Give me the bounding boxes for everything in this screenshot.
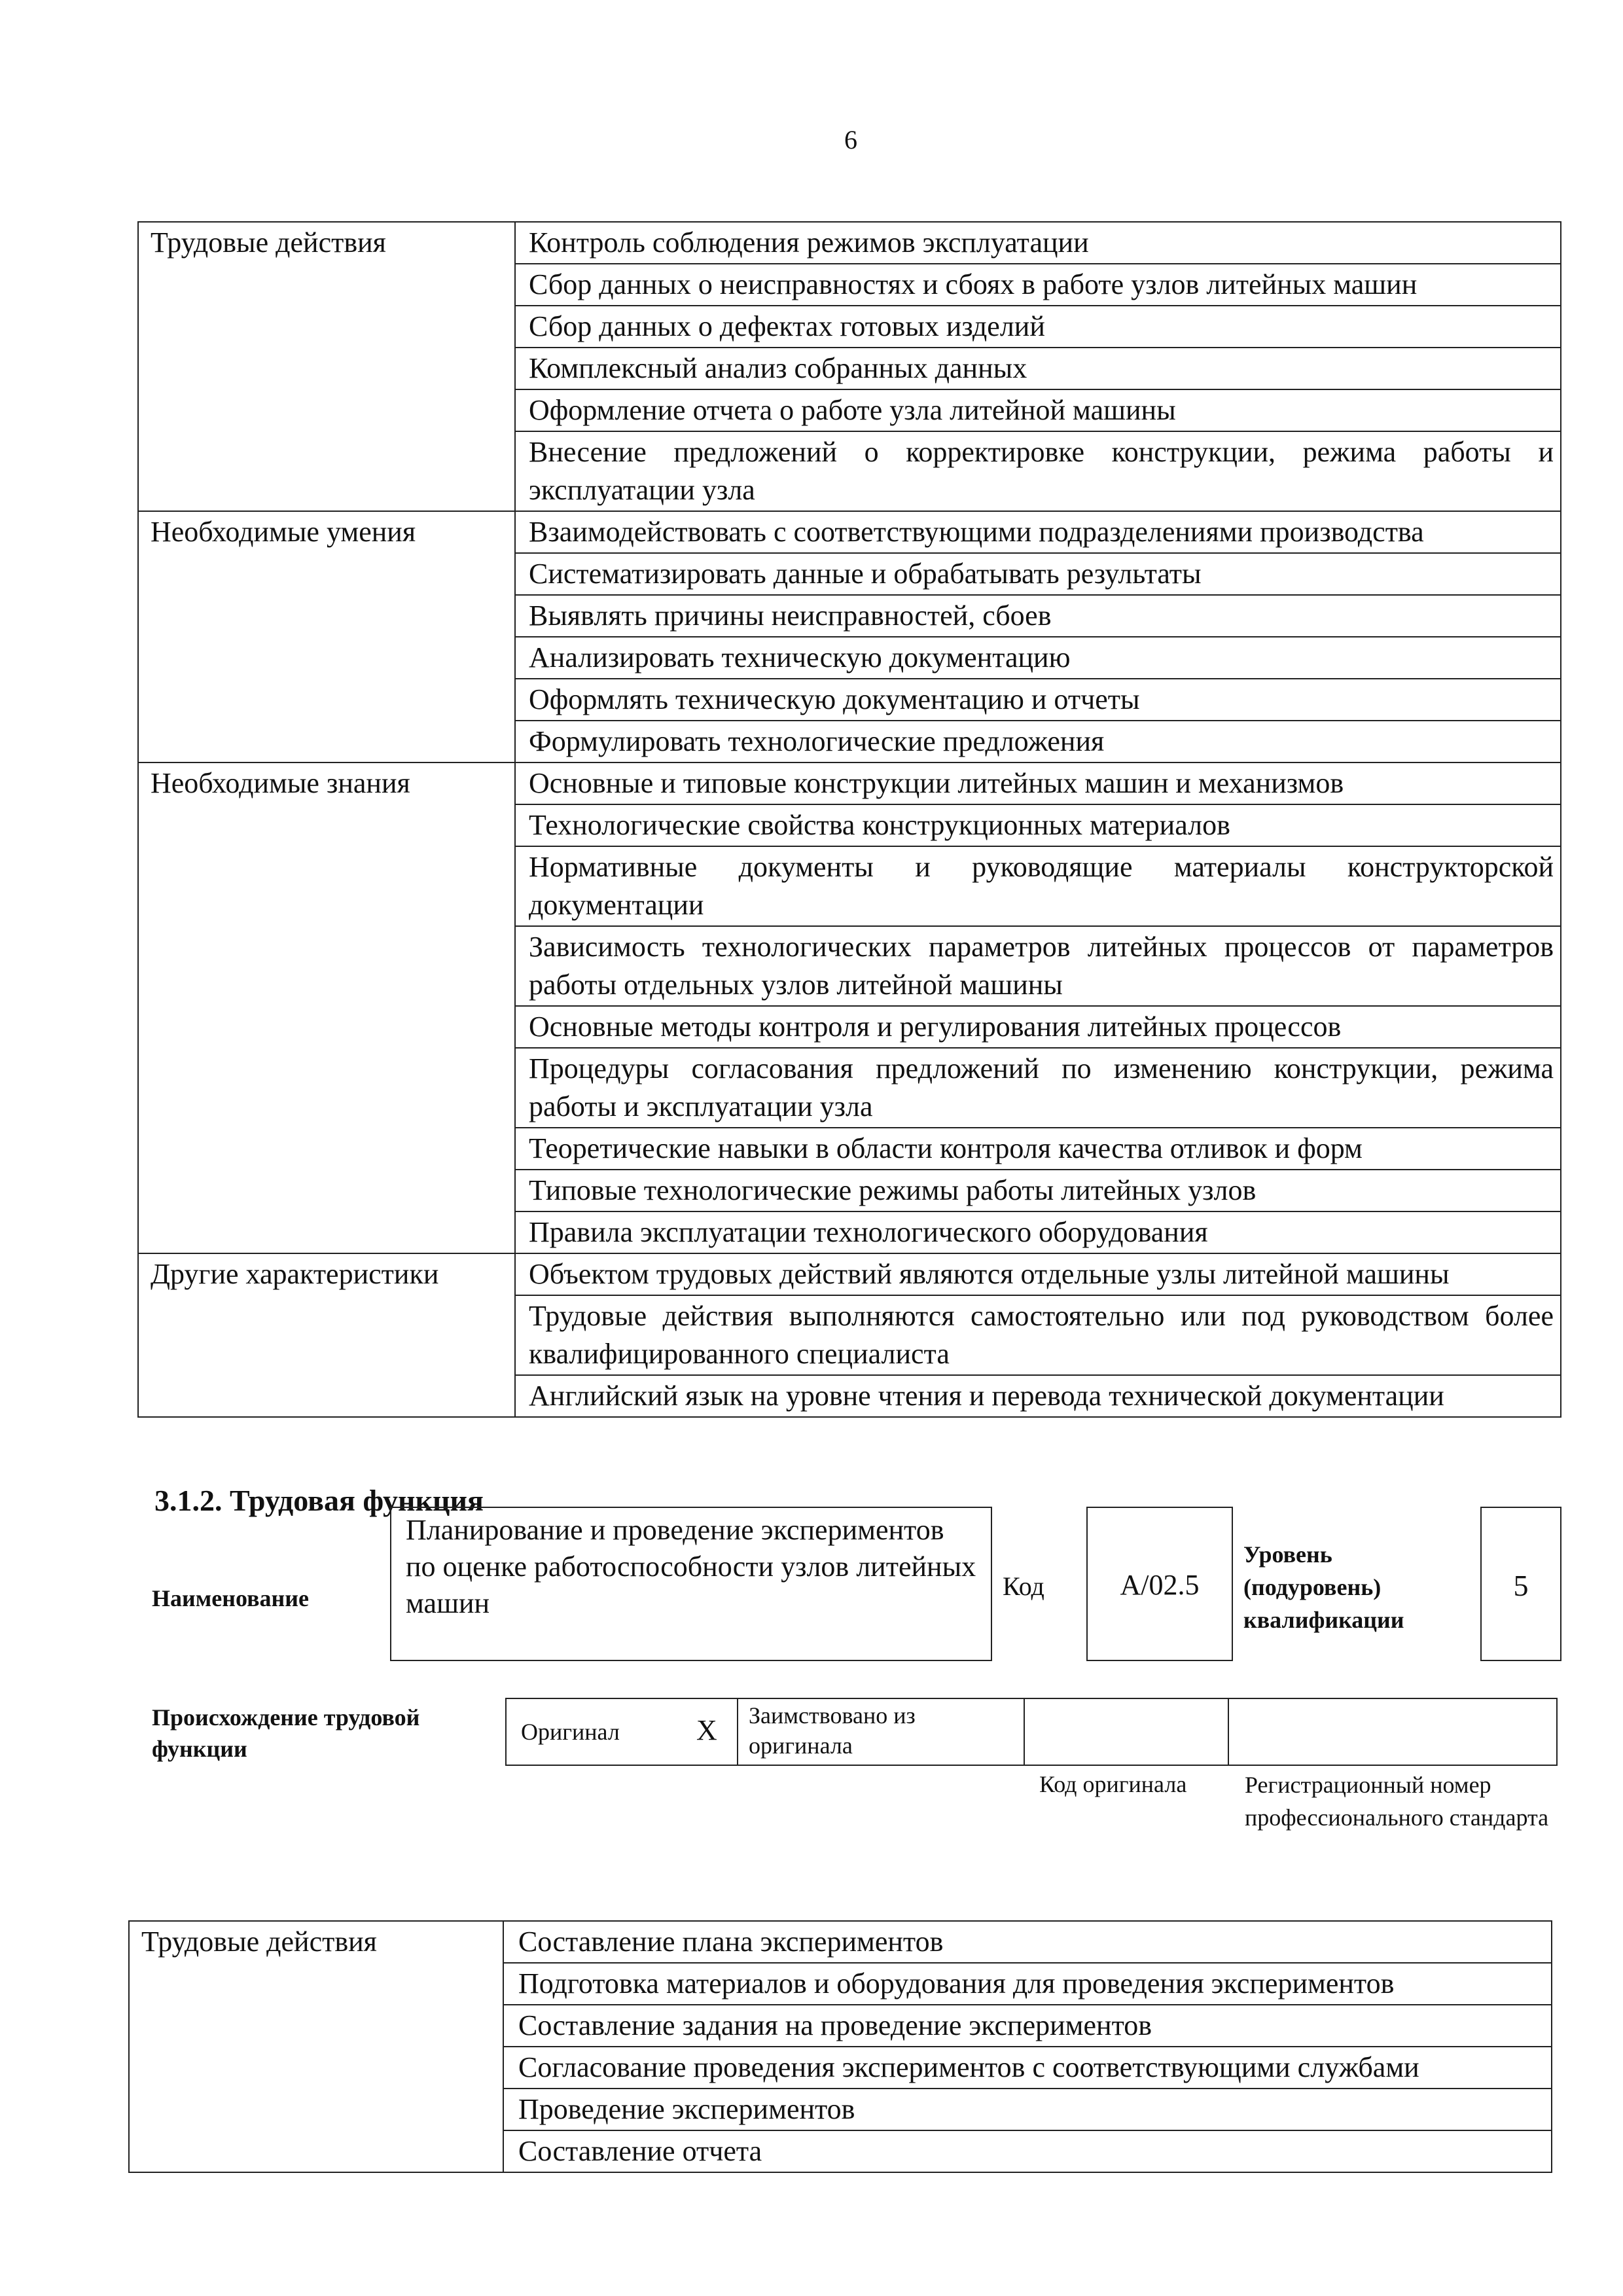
function-name: Планирование и проведение экспериментов по оценке работоспособности узлов литейных машин bbox=[406, 1514, 976, 1619]
table-row bbox=[138, 762, 1561, 804]
table-cell: Зависимость технологических параметров литейных процессов от параметров работы отдельных узлов литейной машины bbox=[515, 926, 1561, 1006]
labor-function-table-2 bbox=[128, 1920, 1552, 2173]
table-cell: Формулировать технологические предложения bbox=[515, 721, 1561, 762]
table-cell: Взаимодействовать с соответствующими подразделениями производства bbox=[515, 511, 1561, 553]
table-cell: Типовые технологические режимы работы литейных узлов bbox=[515, 1170, 1561, 1211]
divider bbox=[1024, 1699, 1025, 1765]
table-cell: Сбор данных о неисправностях и сбоях в работе узлов литейных машин bbox=[515, 264, 1561, 306]
table-cell: Процедуры согласования предложений по изменению конструкции, режима работы и эксплуатации узла bbox=[515, 1048, 1561, 1128]
table-cell: Трудовые действия выполняются самостоятельно или под руководством более квалифицированного специалиста bbox=[515, 1295, 1561, 1375]
divider bbox=[737, 1699, 738, 1765]
table-cell: Оформлять техническую документацию и отчеты bbox=[515, 679, 1561, 721]
table-cell: Согласование проведения экспериментов с соответствующими службами bbox=[503, 2047, 1552, 2089]
code-original-caption: Код оригинала bbox=[1039, 1771, 1187, 1797]
group-label-skills: Необходимые умения bbox=[138, 511, 515, 762]
table-row bbox=[129, 1921, 1552, 1963]
original-mark: X bbox=[696, 1714, 717, 1746]
table-row bbox=[138, 511, 1561, 553]
table-cell: Проведение экспериментов bbox=[503, 2089, 1552, 2130]
name-label: Наименование bbox=[152, 1585, 309, 1611]
table-cell: Нормативные документы и руководящие материалы конструкторской документации bbox=[515, 846, 1561, 926]
level-label: Уровень (подуровень) квалификации bbox=[1243, 1541, 1404, 1633]
name-box bbox=[390, 1507, 992, 1661]
group-label-other: Другие характеристики bbox=[138, 1253, 515, 1417]
group-label-labor-actions: Трудовые действия bbox=[138, 222, 515, 511]
table-cell: Основные и типовые конструкции литейных машин и механизмов bbox=[515, 762, 1561, 804]
table-cell: Оформление отчета о работе узла литейной машины bbox=[515, 389, 1561, 431]
divider bbox=[1228, 1699, 1229, 1765]
table-cell: Теоретические навыки в области контроля качества отливок и форм bbox=[515, 1128, 1561, 1170]
table-cell: Составление задания на проведение экспериментов bbox=[503, 2005, 1552, 2047]
table-cell: Английский язык на уровне чтения и перевода технической документации bbox=[515, 1375, 1561, 1417]
table-cell: Составление плана экспериментов bbox=[503, 1921, 1552, 1963]
section-title: 3.1.2. Трудовая функция bbox=[154, 1484, 484, 1517]
reg-number-caption: Регистрационный номер профессионального стандарта bbox=[1245, 1772, 1549, 1831]
group-label-knowledge: Необходимые знания bbox=[138, 762, 515, 1253]
origin-box bbox=[505, 1698, 1558, 1766]
page-number: 6 bbox=[844, 125, 857, 154]
table-cell: Технологические свойства конструкционных материалов bbox=[515, 804, 1561, 846]
code-value: А/02.5 bbox=[1120, 1569, 1200, 1601]
borrowed-label: Заимствовано из оригинала bbox=[749, 1702, 916, 1759]
table-cell: Анализировать техническую документацию bbox=[515, 637, 1561, 679]
level-value: 5 bbox=[1513, 1569, 1529, 1602]
table-cell: Контроль соблюдения режимов эксплуатации bbox=[515, 222, 1561, 264]
table-cell: Объектом трудовых действий являются отдельные узлы литейной машины bbox=[515, 1253, 1561, 1295]
original-label: Оригинал bbox=[521, 1719, 620, 1745]
group-label-labor-actions: Трудовые действия bbox=[129, 1921, 503, 2172]
table-cell: Правила эксплуатации технологического оборудования bbox=[515, 1211, 1561, 1253]
code-label: Код bbox=[1003, 1571, 1044, 1601]
labor-function-table-1 bbox=[137, 221, 1561, 1418]
table-cell: Выявлять причины неисправностей, сбоев bbox=[515, 595, 1561, 637]
table-cell: Подготовка материалов и оборудования для проведения экспериментов bbox=[503, 1963, 1552, 2005]
table-cell: Основные методы контроля и регулирования литейных процессов bbox=[515, 1006, 1561, 1048]
table-row bbox=[138, 1253, 1561, 1295]
table-cell: Комплексный анализ собранных данных bbox=[515, 348, 1561, 389]
code-box bbox=[1086, 1507, 1233, 1661]
table-cell: Составление отчета bbox=[503, 2130, 1552, 2172]
table-cell: Систематизировать данные и обрабатывать результаты bbox=[515, 553, 1561, 595]
table-row bbox=[138, 222, 1561, 264]
table-cell: Внесение предложений о корректировке конструкции, режима работы и эксплуатации узла bbox=[515, 431, 1561, 511]
table-cell: Сбор данных о дефектах готовых изделий bbox=[515, 306, 1561, 348]
level-box bbox=[1480, 1507, 1561, 1661]
origin-label: Происхождение трудовой функции bbox=[152, 1704, 420, 1762]
